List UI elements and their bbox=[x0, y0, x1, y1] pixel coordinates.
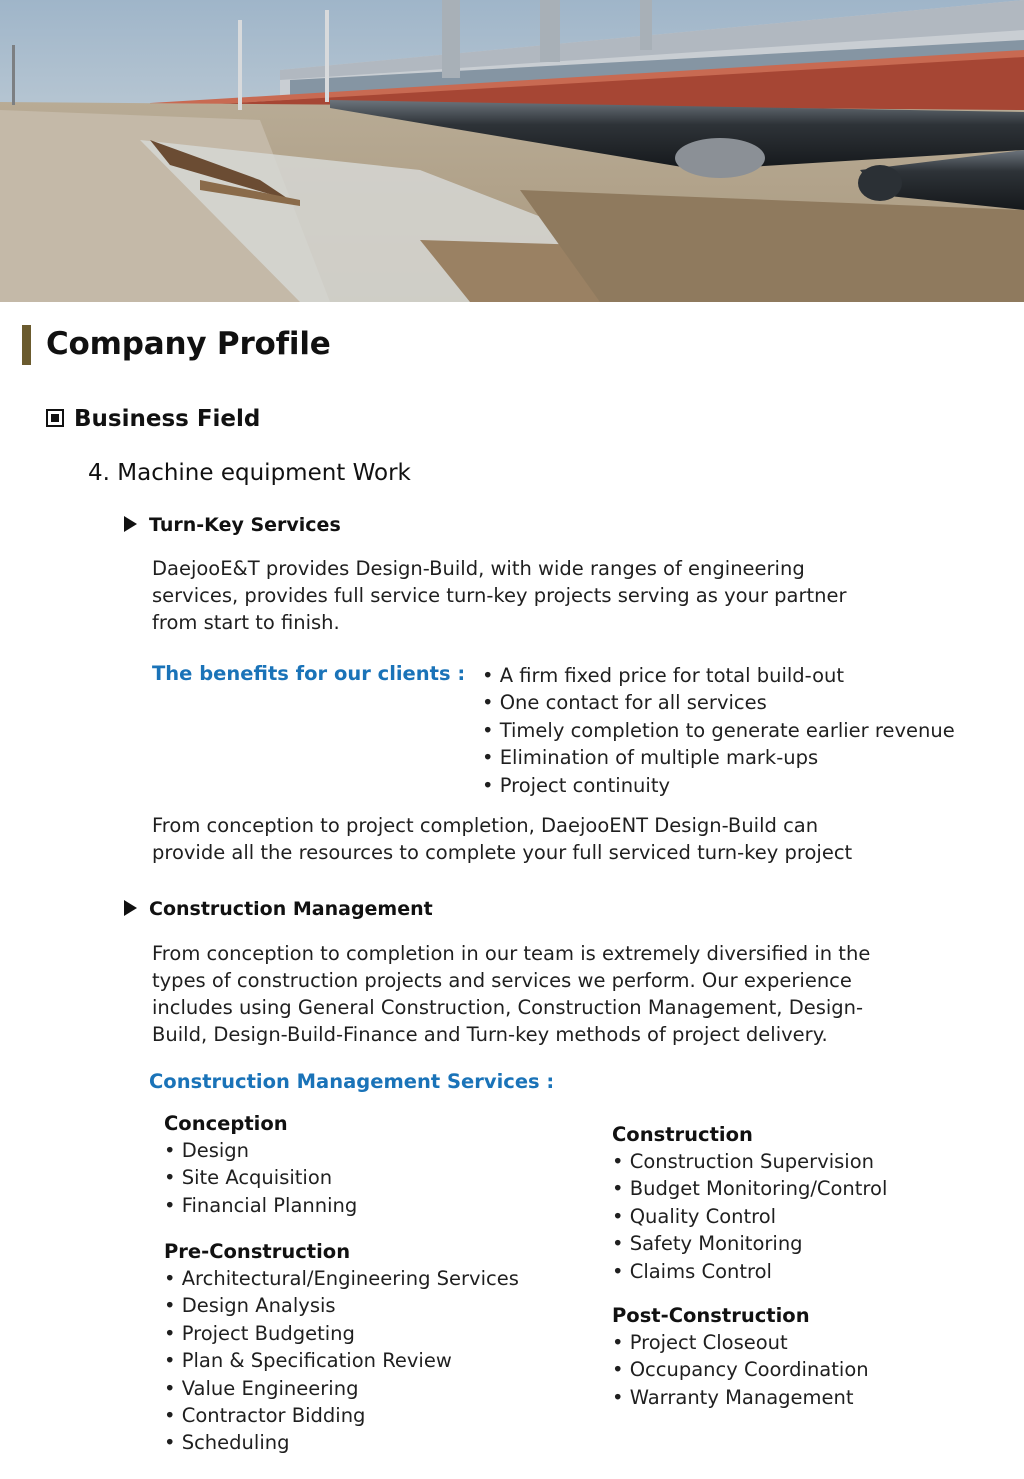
list-item: • Construction Supervision bbox=[612, 1148, 887, 1175]
service-list bbox=[612, 1148, 887, 1285]
service-list bbox=[164, 1265, 519, 1457]
subsection-title: 4. Machine equipment Work bbox=[88, 460, 411, 486]
turnkey-intro bbox=[152, 555, 847, 636]
list-item: • Plan & Specification Review bbox=[164, 1347, 519, 1374]
turnkey-intro-line: from start to finish. bbox=[152, 611, 340, 634]
list-item: • Warranty Management bbox=[612, 1384, 869, 1411]
cm-services-label: Construction Management Services : bbox=[149, 1070, 555, 1093]
turnkey-heading-text: Turn-Key Services bbox=[149, 514, 341, 536]
header-photo bbox=[0, 0, 1024, 302]
service-group-construction bbox=[612, 1121, 887, 1285]
list-item: • A firm fixed price for total build-out bbox=[482, 662, 955, 689]
list-item: • Project Closeout bbox=[612, 1329, 869, 1356]
list-item: • Timely completion to generate earlier revenue bbox=[482, 717, 955, 744]
list-item: • Occupancy Coordination bbox=[612, 1356, 869, 1383]
list-item: • Budget Monitoring/Control bbox=[612, 1175, 887, 1202]
list-item: • Quality Control bbox=[612, 1203, 887, 1230]
cm-intro-line: From conception to completion in our team is extremely diversified in the bbox=[152, 942, 871, 965]
list-item: • Claims Control bbox=[612, 1258, 887, 1285]
turnkey-intro-line: DaejooE&T provides Design-Build, with wide ranges of engineering bbox=[152, 557, 805, 580]
triangle-right-icon bbox=[124, 516, 137, 532]
list-item: • Project Budgeting bbox=[164, 1320, 519, 1347]
cm-intro-line: Build, Design-Build-Finance and Turn-key methods of project delivery. bbox=[152, 1023, 828, 1046]
service-group-post-construction bbox=[612, 1302, 869, 1411]
service-group-pre-construction bbox=[164, 1238, 519, 1457]
benefits-label: The benefits for our clients : bbox=[152, 662, 466, 685]
list-item: • Safety Monitoring bbox=[612, 1230, 887, 1257]
list-item: • Site Acquisition bbox=[164, 1164, 357, 1191]
cm-intro-line: includes using General Construction, Construction Management, Design- bbox=[152, 996, 864, 1019]
list-item: • Design Analysis bbox=[164, 1292, 519, 1319]
service-group-title: Pre-Construction bbox=[164, 1240, 351, 1263]
turnkey-closing-line: provide all the resources to complete your full serviced turn-key project bbox=[152, 841, 853, 864]
triangle-right-icon bbox=[124, 900, 137, 916]
service-list bbox=[164, 1137, 357, 1219]
list-item: • Financial Planning bbox=[164, 1192, 357, 1219]
service-group-title: Post-Construction bbox=[612, 1304, 810, 1327]
list-item: • Design bbox=[164, 1137, 357, 1164]
cm-heading bbox=[124, 898, 433, 920]
square-bullet-icon bbox=[46, 409, 64, 427]
list-item: • Architectural/Engineering Services bbox=[164, 1265, 519, 1292]
title-accent-bar bbox=[22, 325, 31, 365]
service-list bbox=[612, 1329, 869, 1411]
turnkey-intro-line: services, provides full service turn-key projects serving as your partner bbox=[152, 584, 847, 607]
service-group-conception bbox=[164, 1110, 357, 1219]
section-heading-text: Business Field bbox=[74, 406, 261, 432]
list-item: • Project continuity bbox=[482, 772, 955, 799]
turnkey-heading bbox=[124, 514, 341, 536]
turnkey-closing-line: From conception to project completion, DaejooENT Design-Build can bbox=[152, 814, 819, 837]
section-heading bbox=[46, 406, 260, 432]
cm-intro bbox=[152, 940, 870, 1048]
list-item: • Contractor Bidding bbox=[164, 1402, 519, 1429]
benefits-list bbox=[482, 662, 955, 799]
list-item: • One contact for all services bbox=[482, 689, 955, 716]
turnkey-closing bbox=[152, 812, 852, 866]
cm-heading-text: Construction Management bbox=[149, 898, 433, 920]
page-title: Company Profile bbox=[46, 326, 331, 362]
list-item: • Scheduling bbox=[164, 1429, 519, 1456]
service-group-title: Construction bbox=[612, 1123, 753, 1146]
service-group-title: Conception bbox=[164, 1112, 288, 1135]
cm-intro-line: types of construction projects and services we perform. Our experience bbox=[152, 969, 852, 992]
list-item: • Elimination of multiple mark-ups bbox=[482, 744, 955, 771]
list-item: • Value Engineering bbox=[164, 1375, 519, 1402]
